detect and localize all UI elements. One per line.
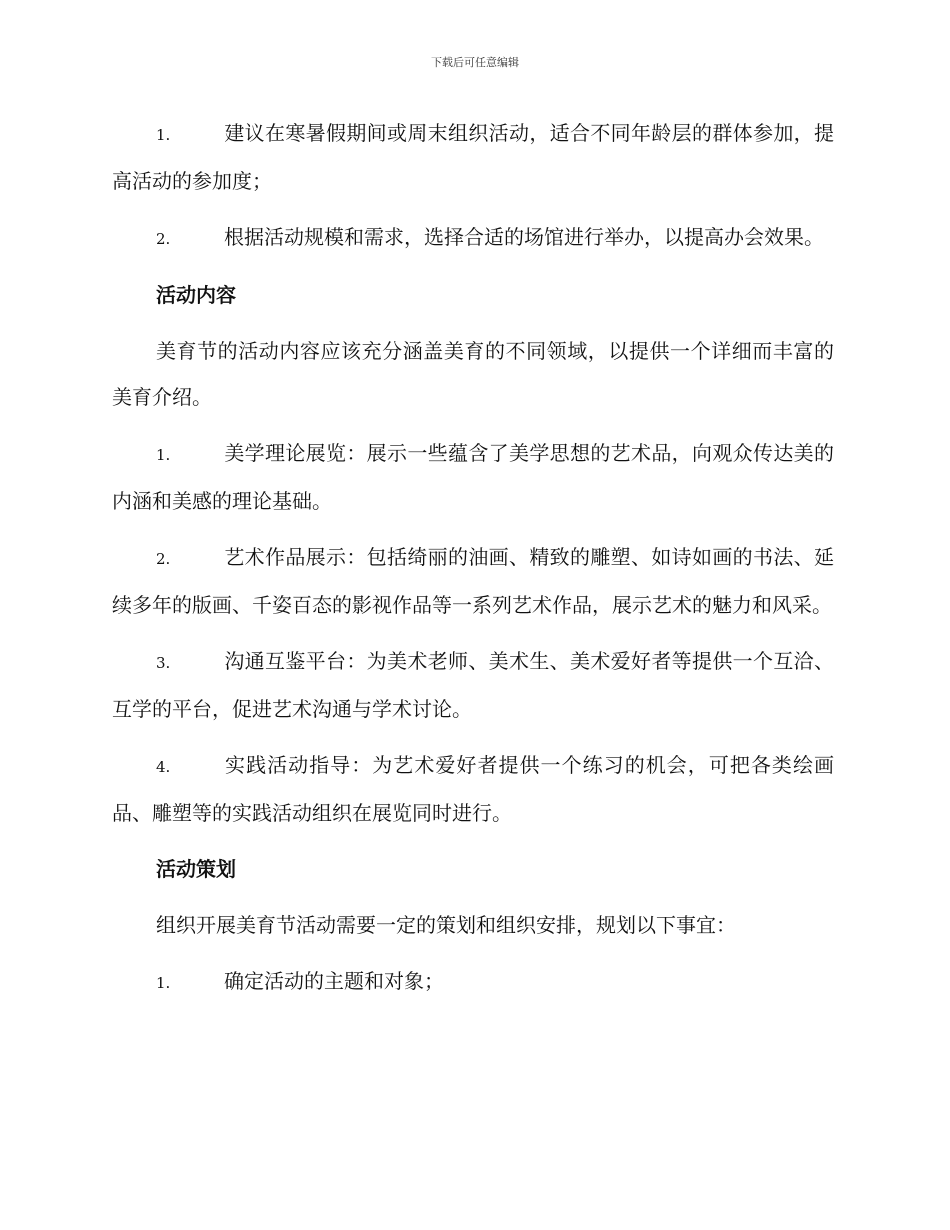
page-header: 下载后可任意编辑 [431,56,519,69]
section-heading: 活动策划 [156,857,236,881]
list-number: 3. [156,654,171,672]
list-number: 2. [156,550,171,568]
list-item [112,110,834,204]
section-heading: 活动内容 [156,283,236,307]
document-body [112,110,834,1016]
list-item-text: 确定活动的主题和对象； [224,969,444,993]
list-item [112,430,834,524]
paragraph: 美育节的活动内容应该充分涵盖美育的不同领域，以提供一个详细而丰富的美育介绍。 [112,339,834,409]
list-item-text: 根据活动规模和需求，选择合适的场馆进行举办，以提高办会效果。 [224,225,824,249]
list-item [112,638,834,732]
list-item-text: 沟通互鉴平台：为美术老师、美术生、美术爱好者等提供一个互洽、互学的平台，促进艺术沟通与学术讨论。 [112,649,834,721]
paragraph: 组织开展美育节活动需要一定的策划和组织安排，规划以下事宜： [156,913,736,937]
list-number: 2. [156,230,171,248]
list-item [112,214,834,262]
list-number: 1. [156,974,171,992]
list-item [112,958,834,1006]
list-item-text: 建议在寒暑假期间或周末组织活动，适合不同年龄层的群体参加，提高活动的参加度； [112,121,834,193]
list-number: 1. [156,446,171,464]
list-number: 4. [156,758,171,776]
list-item-text: 实践活动指导：为艺术爱好者提供一个练习的机会，可把各类绘画品、雕塑等的实践活动组织在展览同时进行。 [112,753,834,825]
list-item-text: 美学理论展览：展示一些蕴含了美学思想的艺术品，向观众传达美的内涵和美感的理论基础。 [112,441,834,513]
list-item [112,742,834,836]
list-number: 1. [156,126,171,144]
list-item [112,534,834,628]
list-item-text: 艺术作品展示：包括绮丽的油画、精致的雕塑、如诗如画的书法、延续多年的版画、千姿百态的影视作品等一系列艺术作品，展示艺术的魅力和风采。 [112,545,834,617]
